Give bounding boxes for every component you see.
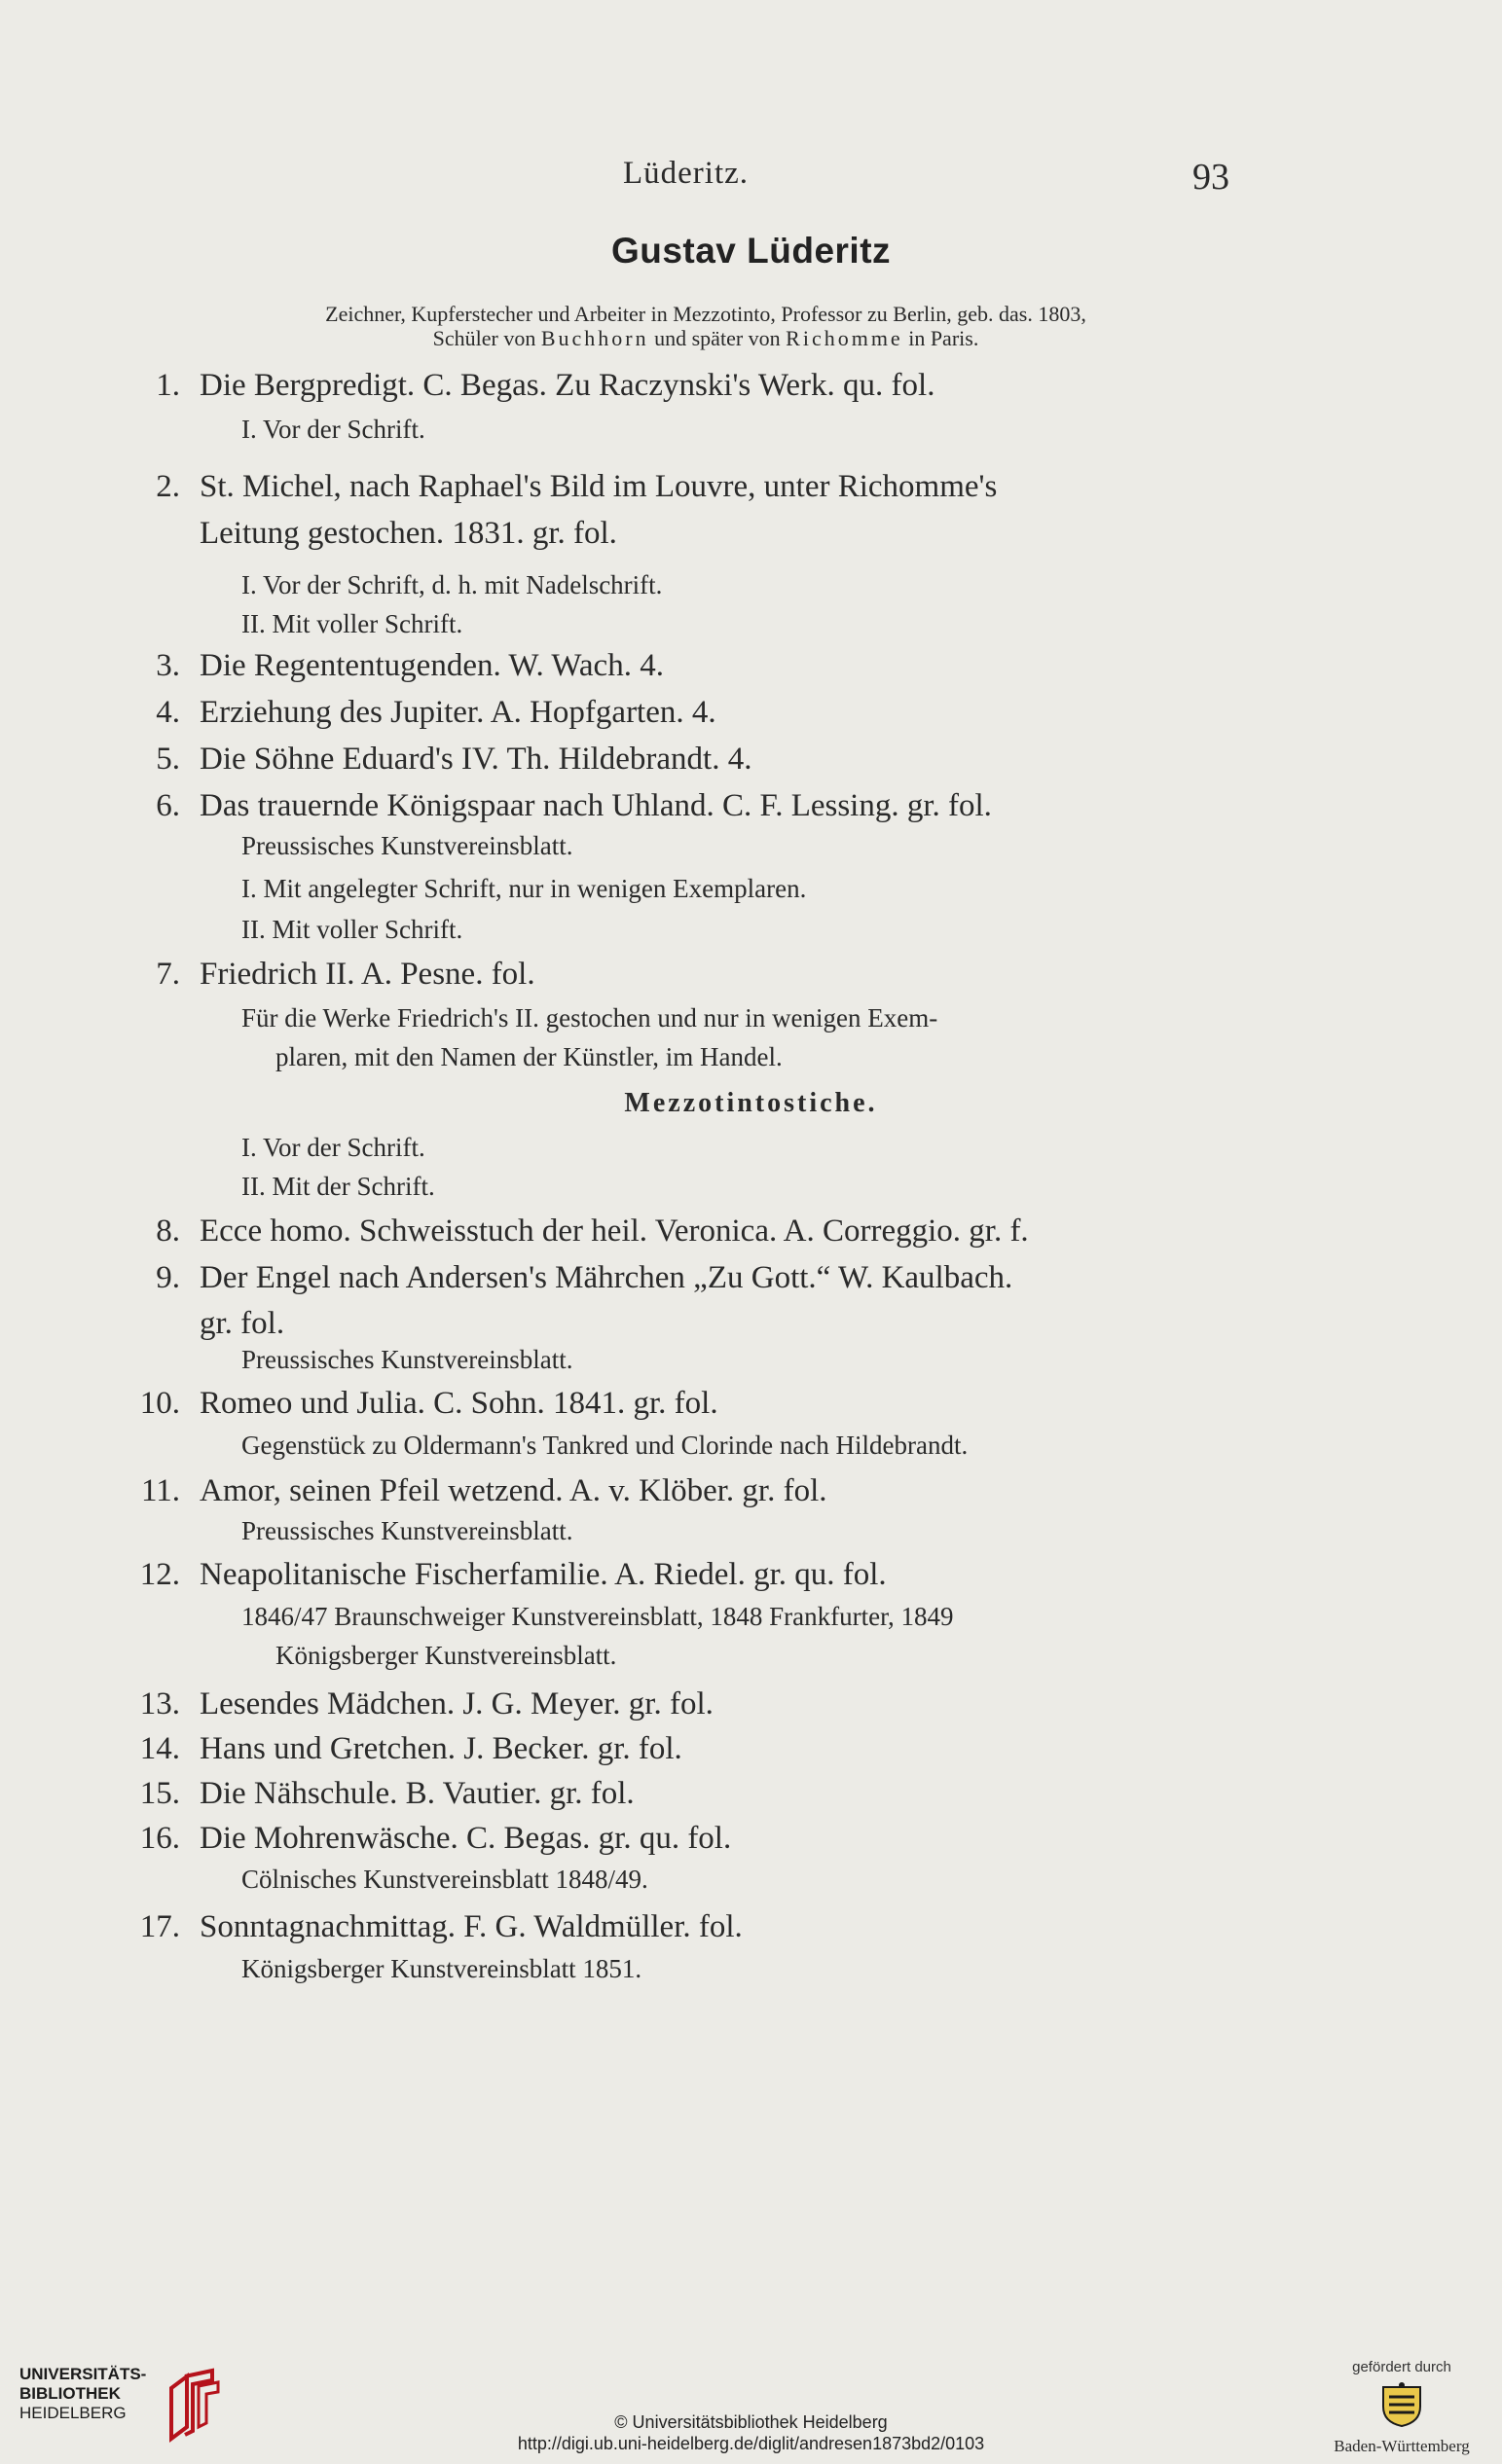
entry-title: Hans und Gretchen. J. Becker. gr. fol. xyxy=(200,1731,682,1766)
entry-title: Lesendes Mädchen. J. G. Meyer. gr. fol. xyxy=(200,1686,714,1721)
entry-title: Das trauernde Königspaar nach Uhland. C. F. Lessing. gr. fol. xyxy=(200,788,992,823)
entry-note: I. Vor der Schrift. xyxy=(241,415,425,444)
entry-title: Die Bergpredigt. C. Begas. Zu Raczynski's Werk. qu. fol. xyxy=(200,368,935,403)
entry-note: II. Mit voller Schrift. xyxy=(241,609,463,638)
footer-credit xyxy=(0,2411,1502,2454)
page-number: 93 xyxy=(1192,157,1229,198)
entry-number: 15. xyxy=(139,1776,180,1811)
entry-note: II. Mit voller Schrift. xyxy=(241,915,463,944)
entry-title: Die Mohrenwäsche. C. Begas. gr. qu. fol. xyxy=(200,1821,732,1856)
teacher-name-1: Buchhorn xyxy=(540,326,649,350)
entry-number: 14. xyxy=(139,1731,180,1766)
permalink[interactable]: http://digi.ub.uni-heidelberg.de/diglit/andresen1873bd2/0103 xyxy=(517,2434,985,2453)
entry-note: I. Vor der Schrift. xyxy=(241,1133,425,1162)
entry-note: Cölnisches Kunstvereinsblatt 1848/49. xyxy=(241,1865,648,1894)
biography-line-2: Schüler von Buchhorn und später von Richomme in Paris. xyxy=(432,326,979,350)
artist-title: Gustav Lüderitz xyxy=(610,231,892,271)
entry-note: I. Mit angelegter Schrift, nur in wenigen Exemplaren. xyxy=(241,874,807,903)
entry-number: 3. xyxy=(156,648,180,683)
entry-title-continued: gr. fol. xyxy=(200,1306,285,1341)
sponsor-name: Baden-Württemberg xyxy=(1334,2437,1470,2455)
running-head-name: Lüderitz. xyxy=(623,156,750,191)
entry-note-continued: plaren, mit den Namen der Künstler, im Handel. xyxy=(275,1042,783,1071)
entry-title: Friedrich II. A. Pesne. fol. xyxy=(200,957,535,992)
entry-number: 7. xyxy=(156,957,180,992)
entry-number: 8. xyxy=(156,1214,180,1249)
entry-note: Preussisches Kunstvereinsblatt. xyxy=(241,831,573,860)
coat-of-arms-icon xyxy=(1375,2381,1428,2428)
entry-number: 16. xyxy=(139,1821,180,1856)
entry-title: Die Regententugenden. W. Wach. 4. xyxy=(200,648,664,683)
entry-number: 1. xyxy=(156,368,180,403)
entry-number: 2. xyxy=(156,469,180,504)
entry-note-continued: Königsberger Kunstvereinsblatt. xyxy=(275,1641,617,1670)
entry-number: 13. xyxy=(139,1686,180,1721)
library-name: UNIVERSITÄTS- BIBLIOTHEK HEIDELBERG xyxy=(19,2365,147,2422)
entry-note: 1846/47 Braunschweiger Kunstvereinsblatt, 1848 Frankfurter, 1849 xyxy=(241,1602,954,1631)
entry-title: Der Engel nach Andersen's Mährchen „Zu Gott.“ W. Kaulbach. xyxy=(200,1260,1013,1295)
entry-note: Für die Werke Friedrich's II. gestochen und nur in wenigen Exem- xyxy=(241,1003,938,1033)
entry-number: 4. xyxy=(156,695,180,730)
entry-note: Preussisches Kunstvereinsblatt. xyxy=(241,1345,573,1374)
sponsor-label: gefördert durch xyxy=(1352,2359,1451,2375)
artist-biography xyxy=(180,302,1231,350)
biography-line-1: Zeichner, Kupferstecher und Arbeiter in Mezzotinto, Professor zu Berlin, geb. das. 1803, xyxy=(325,302,1086,326)
entry-note: Preussisches Kunstvereinsblatt. xyxy=(241,1516,573,1545)
entry-note: I. Vor der Schrift, d. h. mit Nadelschrift. xyxy=(241,570,663,599)
entry-title: Amor, seinen Pfeil wetzend. A. v. Klöber. gr. fol. xyxy=(200,1473,827,1508)
copyright-text: © Universitätsbibliothek Heidelberg xyxy=(614,2412,888,2432)
entry-title-continued: Leitung gestochen. 1831. gr. fol. xyxy=(200,516,617,551)
entry-number: 17. xyxy=(139,1909,180,1944)
entry-number: 12. xyxy=(139,1557,180,1592)
sponsor-block xyxy=(1319,2359,1484,2456)
entry-title: Romeo und Julia. C. Sohn. 1841. gr. fol. xyxy=(200,1386,718,1421)
teacher-name-2: Richomme xyxy=(786,326,903,350)
section-heading: Mezzotintostiche. xyxy=(624,1088,878,1118)
entry-note: Gegenstück zu Oldermann's Tankred und Clorinde nach Hildebrandt. xyxy=(241,1431,969,1460)
entry-number: 6. xyxy=(156,788,180,823)
entry-title: Neapolitanische Fischerfamilie. A. Riedel. gr. qu. fol. xyxy=(200,1557,887,1592)
entry-title: Die Nähschule. B. Vautier. gr. fol. xyxy=(200,1776,635,1811)
entry-title: Die Söhne Eduard's IV. Th. Hildebrandt. 4. xyxy=(200,742,752,777)
entry-title: Ecce homo. Schweisstuch der heil. Veronica. A. Correggio. gr. f. xyxy=(200,1214,1029,1249)
entry-number: 9. xyxy=(156,1260,180,1295)
running-head xyxy=(0,156,1502,214)
entry-note: Königsberger Kunstvereinsblatt 1851. xyxy=(241,1954,642,1983)
entry-number: 5. xyxy=(156,742,180,777)
entry-title: Sonntagnachmittag. F. G. Waldmüller. fol. xyxy=(200,1909,743,1944)
entry-note: II. Mit der Schrift. xyxy=(241,1172,435,1201)
entry-title: Erziehung des Jupiter. A. Hopfgarten. 4. xyxy=(200,695,716,730)
entry-number: 11. xyxy=(140,1473,180,1508)
entry-title: St. Michel, nach Raphael's Bild im Louvre, unter Richomme's xyxy=(200,469,998,504)
entry-number: 10. xyxy=(139,1386,180,1421)
